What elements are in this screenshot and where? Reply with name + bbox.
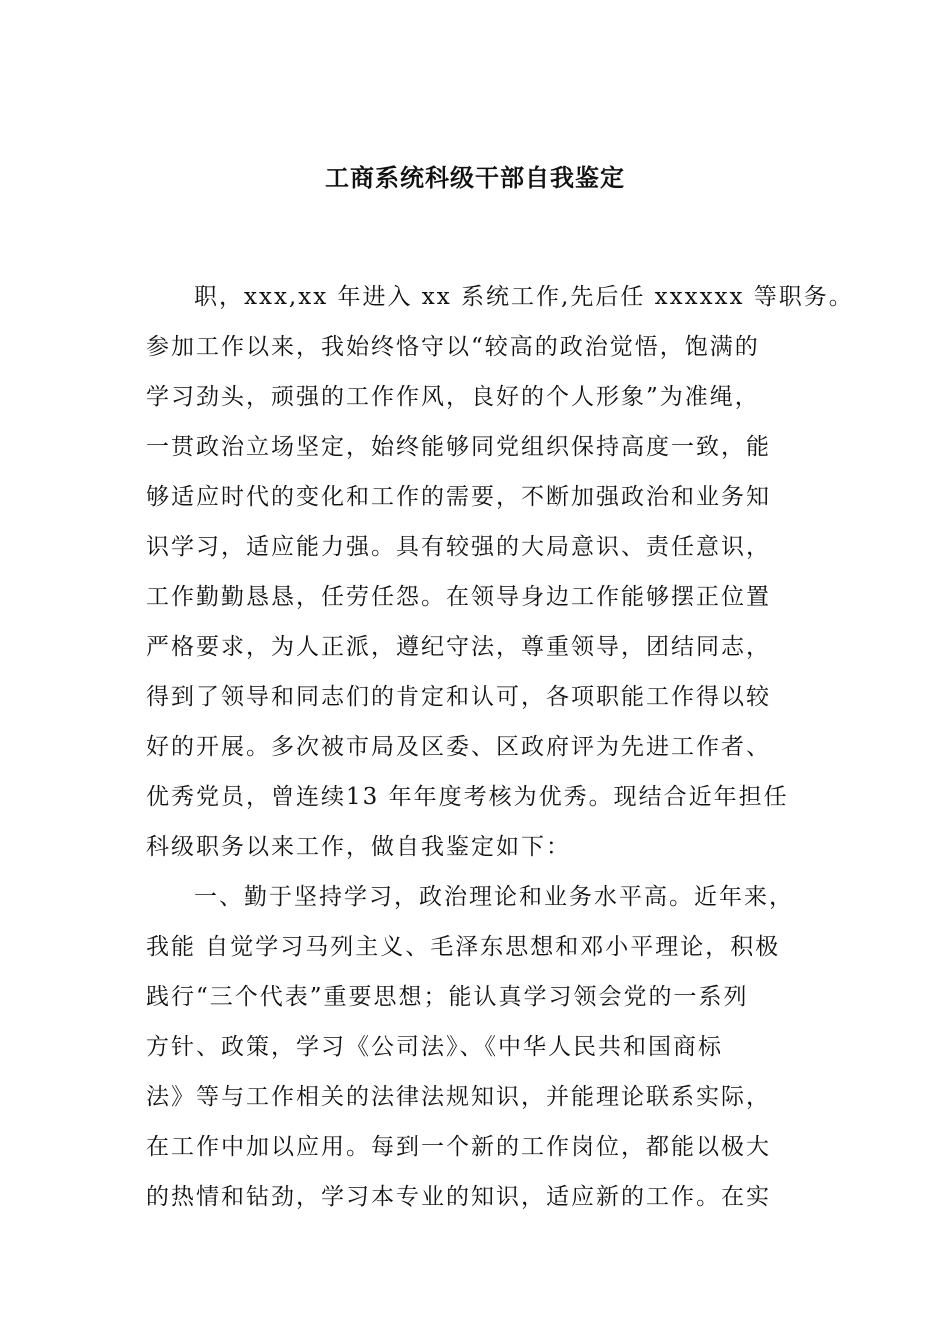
paragraph-line: 学习劲头，顽强的工作作风，良好的个人形象”为准绳， [146, 384, 760, 410]
document-title: 工商系统科级干部自我鉴定 [325, 163, 625, 192]
paragraph-line: 践行“三个代表”重要思想；能认真学习领会党的一系列 [146, 984, 749, 1010]
paragraph-line: 工作勤勤恳恳，任劳任怨。在领导身边工作能够摆正位置 [146, 584, 771, 610]
paragraph-line: 的热情和钻劲，学习本专业的知识，适应新的工作。在实 [146, 1184, 771, 1210]
paragraph-line: 好的开展。多次被市局及区委、区政府评为先进工作者、 [146, 734, 771, 760]
paragraph-line: 一贯政治立场坚定，始终能够同党组织保持高度一致，能 [146, 434, 771, 460]
paragraph-line: 严格要求，为人正派，遵纪守法，尊重领导，团结同志， [146, 634, 771, 660]
document-body [146, 272, 854, 1222]
paragraph-line: 得到了领导和同志们的肯定和认可，各项职能工作得以较 [146, 684, 771, 710]
paragraph-line: 优秀党员，曾连续13 年年度考核为优秀。现结合近年担任 [146, 784, 789, 810]
paragraph-line: 参加工作以来，我始终恪守以“较高的政治觉悟，饱满的 [146, 334, 760, 360]
paragraph-line: 我能 自觉学习马列主义、毛泽东思想和邓小平理论，积极 [146, 934, 781, 960]
paragraph-line: 职，xxx,xx 年进入 xx 系统工作,先后任 xxxxxx 等职务。 [194, 284, 854, 310]
paragraph-line: 方针、政策，学习《公司法》、《中华人民共和国商标 [146, 1034, 723, 1060]
paragraph-line: 识学习，适应能力强。具有较强的大局意识、责任意识， [146, 534, 771, 560]
paragraph-line: 科级职务以来工作，做自我鉴定如下： [146, 834, 571, 860]
paragraph-line: 法》等与工作相关的法律法规知识，并能理论联系实际， [146, 1084, 771, 1110]
paragraph-line: 在工作中加以应用。每到一个新的工作岗位，都能以极大 [146, 1134, 771, 1160]
paragraph-line: 一、勤于坚持学习，政治理论和业务水平高。近年来， [194, 884, 794, 910]
paragraph-line: 够适应时代的变化和工作的需要，不断加强政治和业务知 [146, 484, 771, 510]
